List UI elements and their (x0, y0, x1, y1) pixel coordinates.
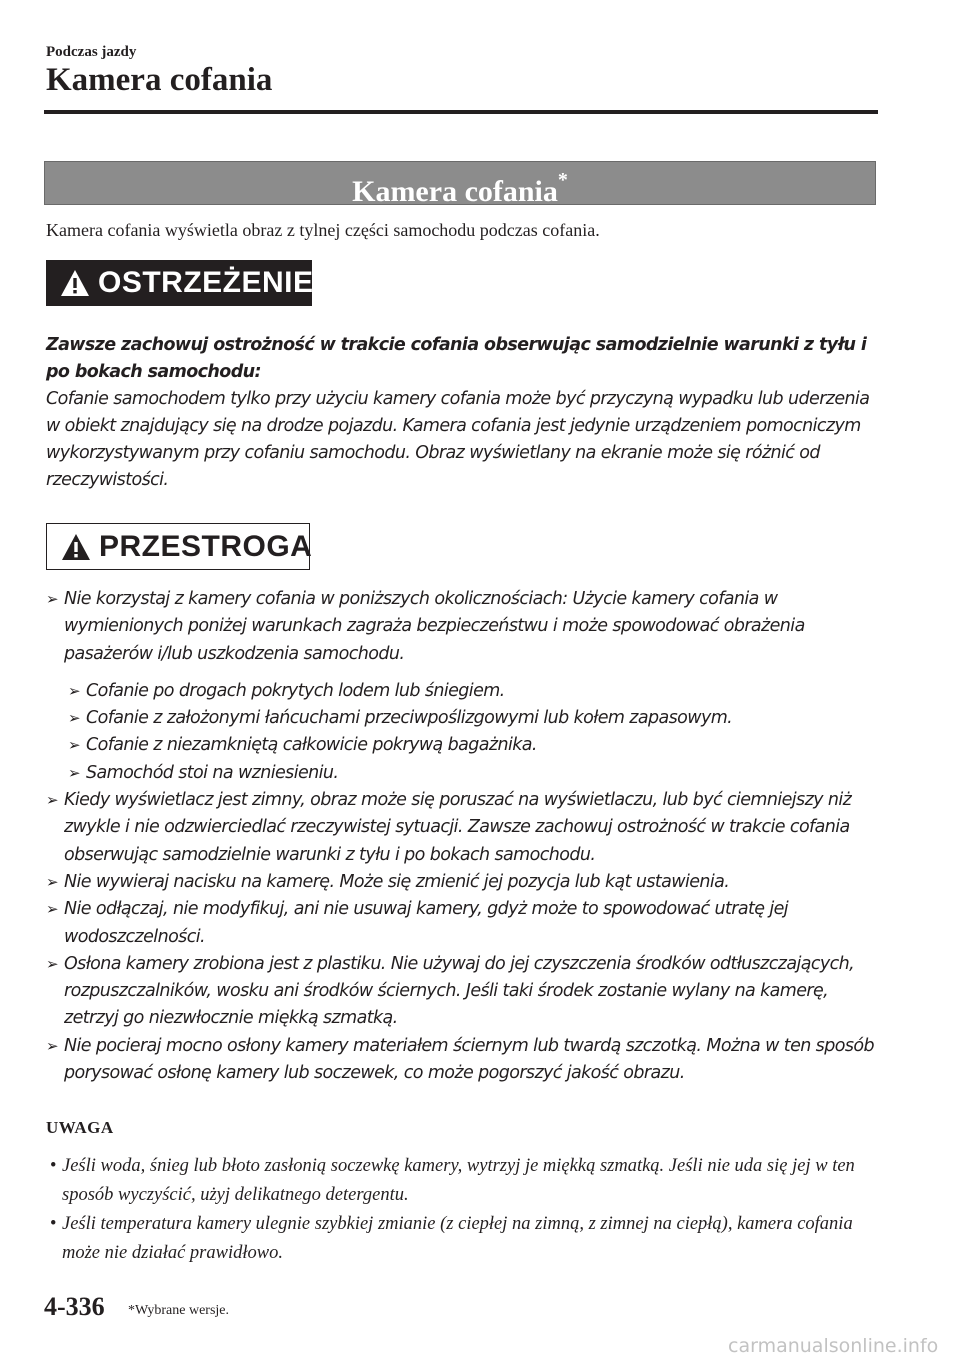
arrow-bullet-icon: ➢ (46, 872, 58, 891)
note-item: • Jeśli woda, śnieg lub błoto zasłonią soczewkę kamery, wytrzyj je miękką szmatką. Jeśli nie uda się jej w ten sposób wyczyścić, użyj delikatnego detergentu. (46, 1152, 886, 1210)
section-heading (44, 161, 876, 208)
dot-bullet-icon: • (50, 1214, 57, 1234)
arrow-bullet-icon: ➢ (46, 954, 58, 973)
arrow-bullet-icon: ➢ (68, 736, 80, 755)
warning-triangle-icon (60, 269, 90, 297)
note-title: UWAGA (46, 1118, 114, 1137)
dot-bullet-icon: • (50, 1156, 57, 1176)
warning-label: OSTRZEŻENIE (98, 266, 314, 299)
caution-list (46, 586, 886, 1087)
footnote: *Wybrane wersje. (128, 1303, 230, 1318)
caution-label: PRZESTROGA (99, 529, 313, 563)
arrow-bullet-icon: ➢ (68, 681, 80, 700)
arrow-bullet-icon: ➢ (68, 763, 80, 782)
chapter-title: Kamera cofania (46, 62, 273, 98)
arrow-bullet-icon: ➢ (46, 900, 58, 919)
caution-item: ➢ Nie korzystaj z kamery cofania w poniższych okolicznościach: Użycie kamery cofania w wymienionych poniżej warunkach zagraża bezpieczeństwu i może spowodować obrażenia pasażerów i/lub uszkodzenia samochodu. (46, 586, 886, 668)
warning-lead: Zawsze zachowuj ostrożność w trakcie cofania obserwując samodzielnie warunki z tyłu i po bokach samochodu: (46, 335, 867, 382)
warning-body: Cofanie samochodem tylko przy użyciu kamery cofania może być przyczyną wypadku lub uderzenia w obiekt znajdujący się na drodze pojazdu. Kamera cofania jest jedynie urządzeniem pomocniczym wykorzystywanym przy cofaniu samochodu. Obraz wyświetlany na ekranie może się różnić od rzeczywistości. (46, 389, 870, 490)
header-divider (44, 110, 878, 114)
caution-subitem: ➢ Cofanie z założonymi łańcuchami przeciwpoślizgowymi lub kołem zapasowym. (46, 705, 886, 732)
caution-item: ➢ Nie odłączaj, nie modyfikuj, ani nie usuwaj kamery, gdyż może to spowodować utratę jej wodoszczelności. (46, 896, 886, 951)
page-number: 4-336 (44, 1292, 105, 1321)
caution-item: ➢ Nie wywieraj nacisku na kamerę. Może się zmienić jej pozycja lub kąt ustawienia. (46, 869, 886, 896)
chapter-subtitle: Podczas jazdy (46, 44, 137, 60)
caution-item: ➢ Nie pocieraj mocno osłony kamery materiałem ściernym lub twardą szczotką. Można w ten sposób porysować osłonę kamery lub soczewek, co może pogorszyć jakość obrazu. (46, 1033, 886, 1088)
warning-text-block (46, 332, 876, 494)
note-item: • Jeśli temperatura kamery ulegnie szybkiej zmianie (z ciepłej na zimną, z zimnej na ciepłą), kamera cofania może nie działać prawidłowo. (46, 1210, 886, 1268)
note-list (46, 1152, 886, 1268)
caution-item: ➢ Kiedy wyświetlacz jest zimny, obraz może się poruszać na wyświetlaczu, lub być ciemniejszy niż zwykle i nie odzwierciedlać rzeczywistej sytuacji. Zawsze zachowuj ostrożność w trakcie cofania obserwując samodzielnie warunki z tyłu i po bokach samochodu. (46, 787, 886, 869)
caution-subitem: ➢ Cofanie z niezamkniętą całkowicie pokrywą bagażnika. (46, 732, 886, 759)
caution-item: ➢ Osłona kamery zrobiona jest z plastiku. Nie używaj do jej czyszczenia środków odtłuszczających, rozpuszczalników, wosku ani środków ściernych. Jeśli taki środek zostanie wylany na kamerę, zetrzyj go niezwłocznie miękką szmatką. (46, 951, 886, 1033)
caution-subitem: ➢ Samochód stoi na wzniesieniu. (46, 760, 886, 787)
arrow-bullet-icon: ➢ (46, 1036, 58, 1055)
arrow-bullet-icon: ➢ (68, 709, 80, 728)
watermark: carmanualsonline.info (728, 1335, 939, 1357)
arrow-bullet-icon: ➢ (46, 791, 58, 810)
caution-subitem: ➢ Cofanie po drogach pokrytych lodem lub śniegiem. (46, 678, 886, 705)
warning-badge (46, 260, 312, 306)
section-marker: * (557, 169, 568, 191)
section-title: Kamera cofania (352, 175, 558, 208)
caution-badge (46, 523, 313, 570)
warning-triangle-icon (61, 533, 91, 561)
arrow-bullet-icon: ➢ (46, 590, 58, 608)
intro-paragraph: Kamera cofania wyświetla obraz z tylnej części samochodu podczas cofania. (46, 220, 600, 240)
